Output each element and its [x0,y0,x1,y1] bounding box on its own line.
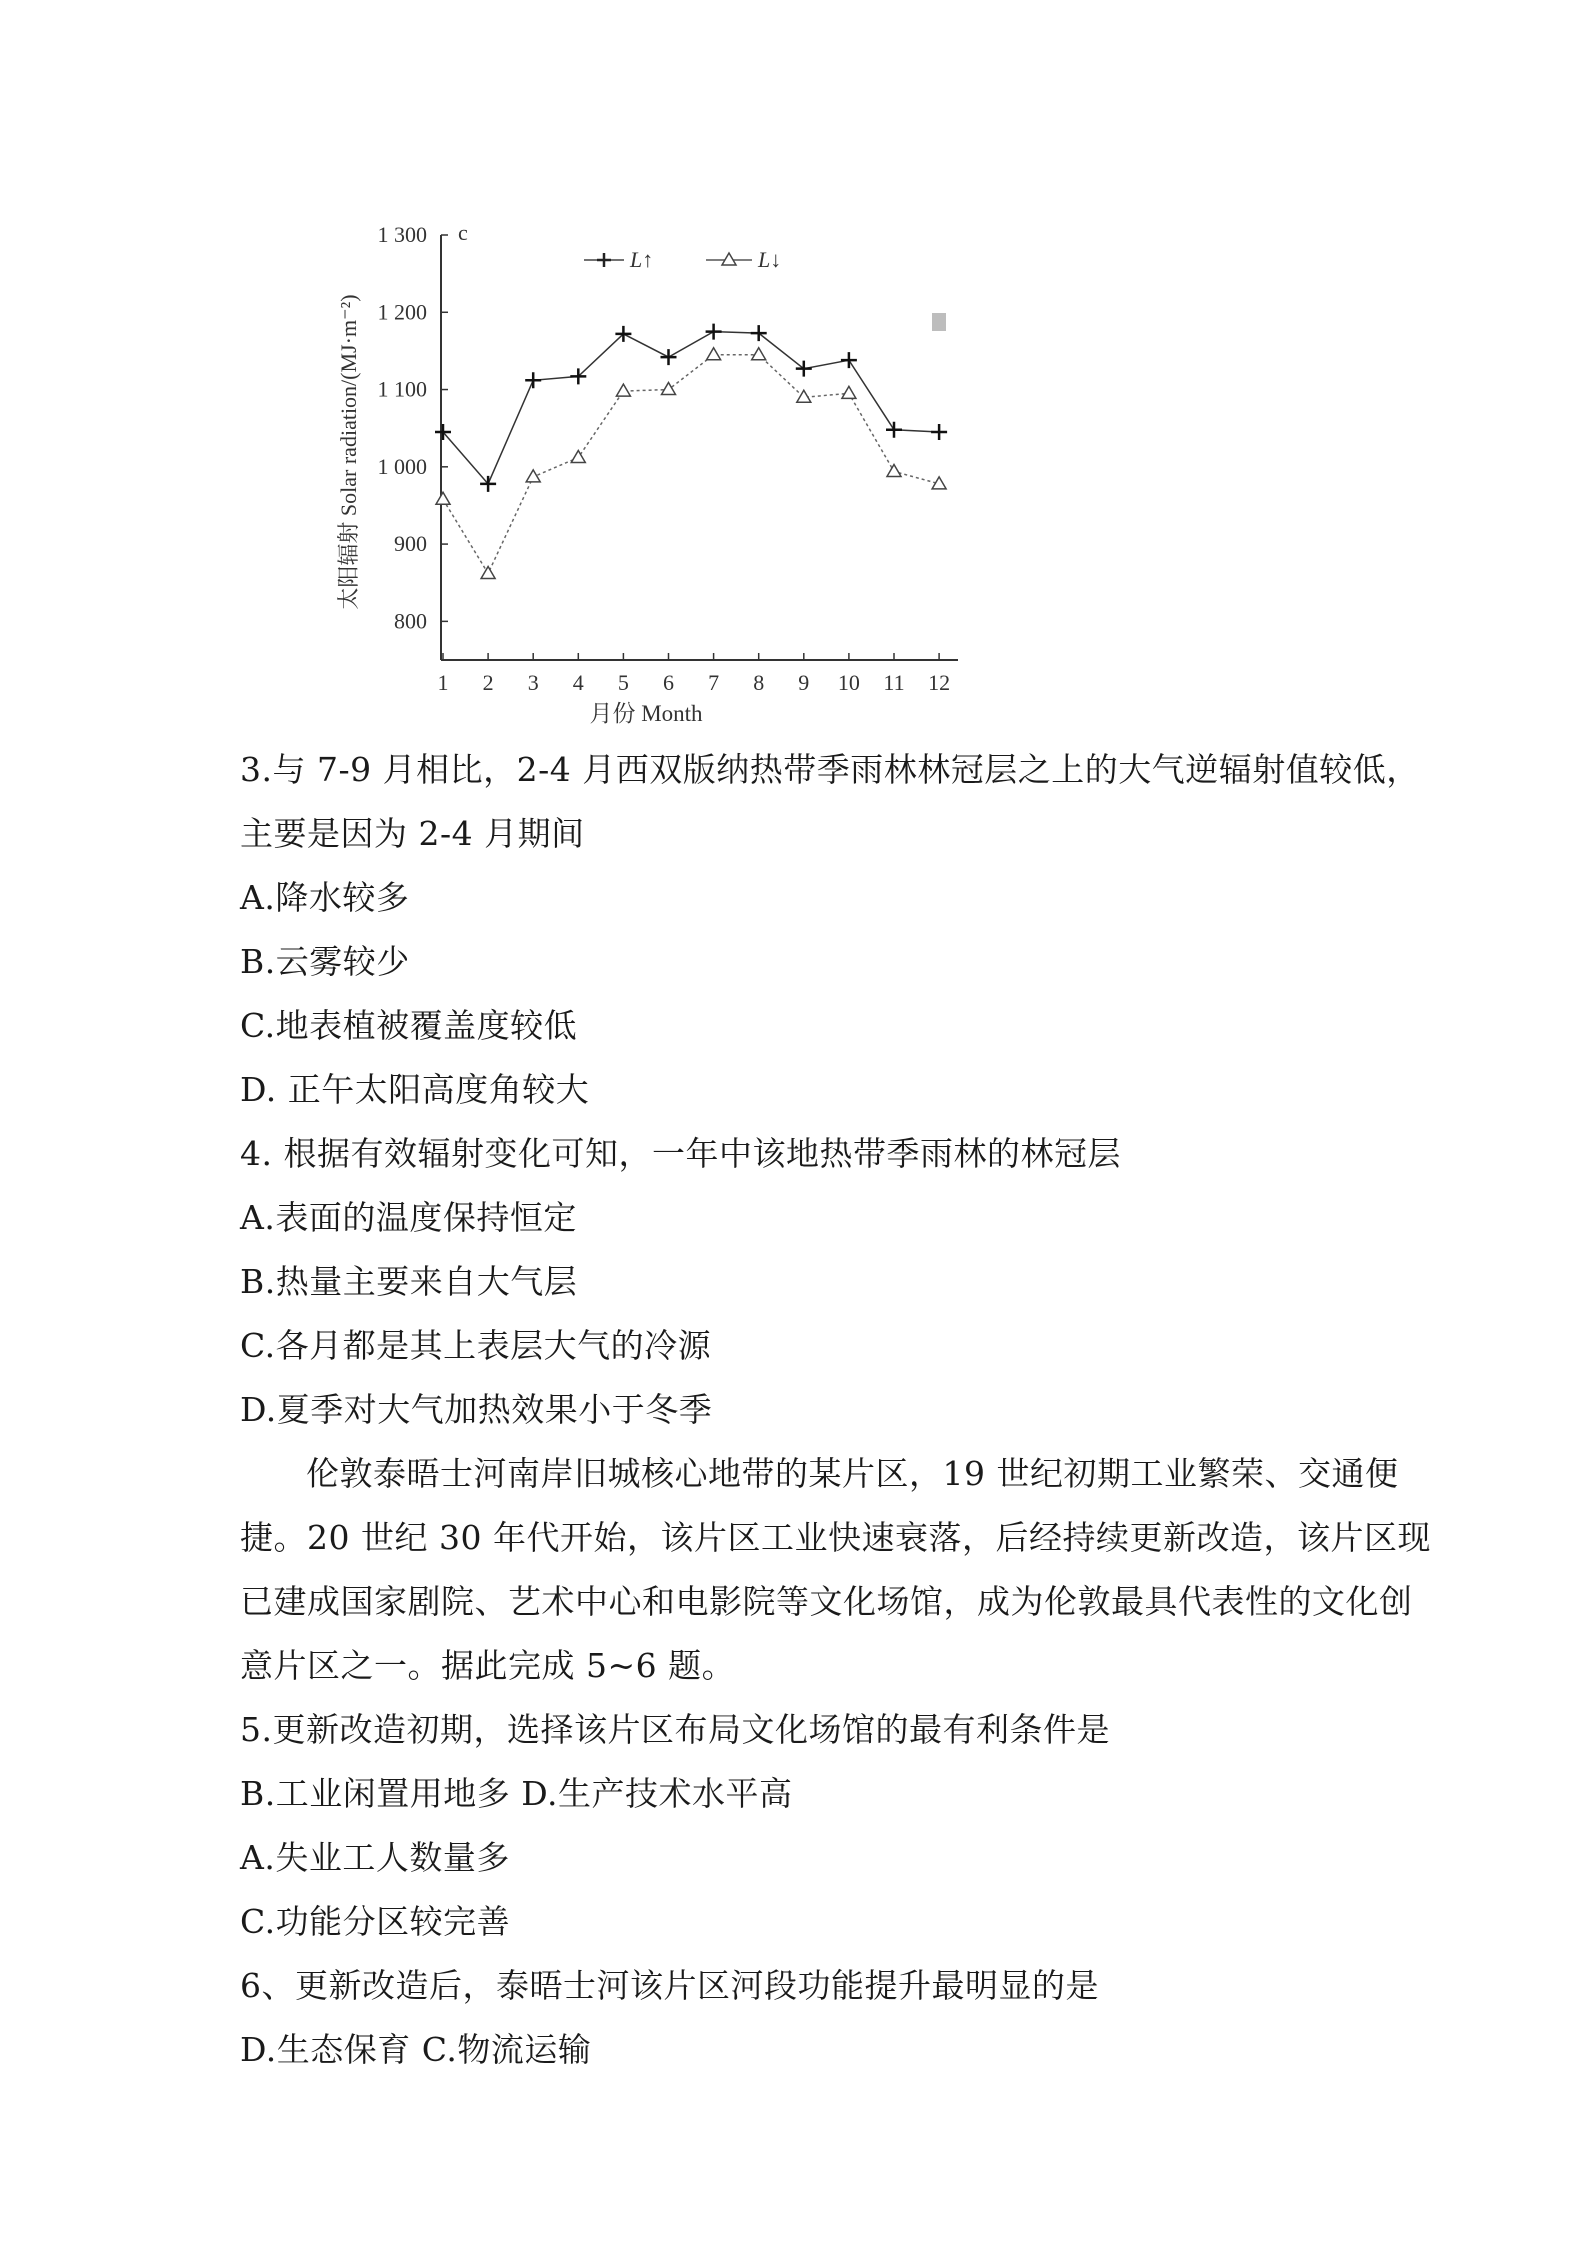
q5-stem: 5.更新改造初期，选择该片区布局文化场馆的最有利条件是 [240,1710,1110,1749]
legend-label-up: L↑ [630,247,654,272]
point-up [931,424,947,440]
q4-stem: 4. 根据有效辐射变化可知，一年中该地热带季雨林的林冠层 [240,1134,1121,1173]
x-tick-label: 8 [753,670,765,695]
x-tick-label: 12 [928,670,951,695]
point-down [436,492,450,504]
x-axis-title: 月份 Month [589,701,703,726]
x-tick-label: 2 [482,670,494,695]
series-markers [435,324,947,579]
point-up [706,324,722,340]
point-down [662,383,676,395]
q3-stem-line1: 3.与 7-9 月相比，2-4 月西双版纳热带季雨林林冠层之上的大气逆辐射值较低， [240,750,1420,789]
point-up [886,422,902,438]
scan-artifact [932,313,946,331]
point-down [481,566,495,578]
point-up [661,349,677,365]
q5-option-c: C.功能分区较完善 [240,1902,511,1941]
y-tick-label: 1 100 [377,376,427,402]
series-lines [443,332,939,574]
point-up [796,361,812,377]
legend [584,247,781,272]
point-up [841,352,857,368]
q3-option-b: B.云雾较少 [240,942,410,981]
series-line-down [443,355,939,574]
x-tick-label: 7 [708,670,720,695]
passage-line-2: 捷。20 世纪 30 年代开始，该片区工业快速衰落，后经持续更新改造，该片区现 [240,1518,1431,1557]
series-line-up [443,332,939,484]
q4-option-b: B.热量主要来自大气层 [240,1262,578,1301]
solar-radiation-chart [320,210,980,740]
point-up [525,372,541,388]
q6-option-d-c: D.生态保育 C.物流运输 [240,2030,592,2069]
legend-marker-down [722,253,736,265]
q4-option-c: C.各月都是其上表层大气的冷源 [240,1326,712,1365]
point-down [887,464,901,476]
y-tick-label: 800 [394,608,427,634]
legend-marker-up [597,253,611,267]
x-tick-label: 5 [617,670,629,695]
y-tick-label: 1 300 [377,222,427,247]
x-tick-label: 9 [798,670,810,695]
passage-line-1: 伦敦泰晤士河南岸旧城核心地带的某片区，19 世纪初期工业繁荣、交通便 [306,1454,1399,1493]
q3-option-c: C.地表植被覆盖度较低 [240,1006,578,1045]
point-down [571,451,585,463]
x-tick-label: 3 [527,670,539,695]
question-content [240,738,1431,2082]
x-tick-label: 1 [437,670,449,695]
y-tick-label: 1 200 [377,299,427,325]
q4-option-a: A.表面的温度保持恒定 [240,1198,577,1237]
x-tick-label: 11 [883,670,905,695]
point-down [526,470,540,482]
passage-line-3: 已建成国家剧院、艺术中心和电影院等文化场馆，成为伦敦最具代表性的文化创 [240,1582,1413,1621]
y-ticks [378,222,449,633]
point-down [616,384,630,396]
q3-stem-line2: 主要是因为 2-4 月期间 [240,814,585,853]
q4-option-d: D.夏季对大气加热效果小于冬季 [240,1390,713,1429]
y-tick-label: 900 [394,531,427,557]
q5-option-a: A.失业工人数量多 [240,1838,510,1877]
legend-label-down: L↓ [758,247,782,272]
panel-label: c [458,220,468,245]
q3-option-a: A.降水较多 [240,878,410,917]
point-up [751,325,767,341]
y-tick-label: 1 000 [377,453,427,479]
q5-option-b-d: B.工业闲置用地多 D.生产技术水平高 [240,1774,793,1813]
point-down [842,386,856,398]
q6-stem: 6、更新改造后，泰晤士河该片区河段功能提升最明显的是 [240,1966,1099,2005]
passage-line-4: 意片区之一。据此完成 5~6 题。 [240,1646,736,1685]
q3-option-d: D. 正午太阳高度角较大 [240,1070,590,1109]
x-tick-label: 4 [572,670,584,695]
y-axis-title: 太阳辐射 Solar radiation/(MJ·m⁻²) [336,294,361,610]
x-tick-label: 10 [837,670,860,695]
point-down [707,348,721,360]
x-tick-label: 6 [663,670,674,695]
point-down [752,348,766,360]
